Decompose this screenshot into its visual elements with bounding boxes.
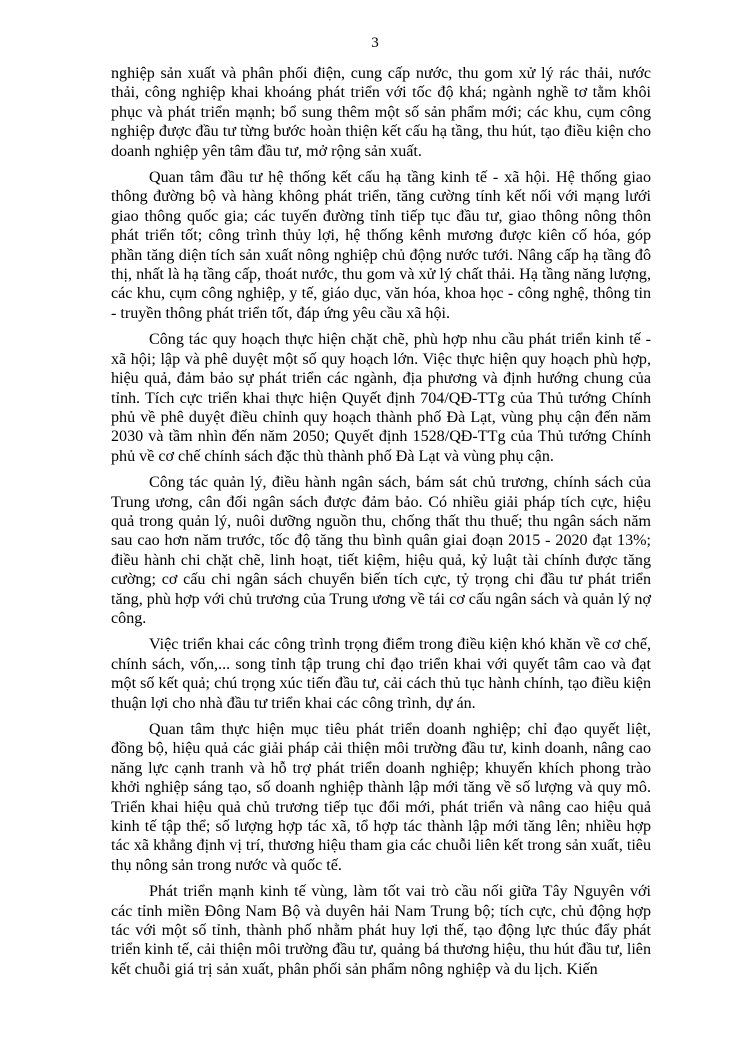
paragraph-regional-economy: Phát triển mạnh kinh tế vùng, làm tốt vai trò cầu nối giữa Tây Nguyên với các tỉnh miền Đông Nam Bộ và duyên hải Nam Trung bộ; tích cực, chủ động hợp tác với một số tỉnh, thành phố nhằm phát huy lợi thế, tạo động lực thúc đẩy phát triển kinh tế, cải thiện môi trường đầu tư, quảng bá thương hiệu, thu hút đầu tư, liên kết chuỗi giá trị sản xuất, phân phối sản phẩm nông nghiệp và du lịch. Kiến	[111, 883, 651, 978]
body-text	[111, 64, 651, 986]
paragraph-infrastructure: Quan tâm đầu tư hệ thống kết cấu hạ tầng kinh tế - xã hội. Hệ thống giao thông đường bộ và hàng không phát triển, tăng cường tính kết nối với mạng lưới giao thông quốc gia; các tuyến đường tỉnh tiếp tục đầu tư, giao thông nông thôn phát triển tốt; công trình thủy lợi, hệ thống kênh mương được kiên cố hóa, góp phần tăng diện tích sản xuất nông nghiệp chủ động nước tưới. Nâng cấp hạ tầng đô thị, nhất là hạ tầng cấp, thoát nước, thu gom và xử lý chất thải. Hạ tầng năng lượng, các khu, cụm công nghiệp, y tế, giáo dục, văn hóa, khoa học - công nghệ, thông tin - truyền thông phát triển tốt, đáp ứng yêu cầu xã hội.	[111, 169, 651, 322]
paragraph-continued: nghiệp sản xuất và phân phối điện, cung cấp nước, thu gom xử lý rác thải, nước thải, công nghiệp khai khoáng phát triển với tốc độ khá; ngành nghề tơ tằm khôi phục và phát triển mạnh; bổ sung thêm một số sản phẩm mới; các khu, cụm công nghiệp được đầu tư từng bước hoàn thiện kết cấu hạ tầng, thu hút, tạo điều kiện cho doanh nghiệp yên tâm đầu tư, mở rộng sản xuất.	[111, 65, 651, 160]
page-number: 3	[371, 35, 379, 51]
paragraph-planning: Công tác quy hoạch thực hiện chặt chẽ, phù hợp nhu cầu phát triển kinh tế - xã hội; lập và phê duyệt một số quy hoạch lớn. Việc thực hiện quy hoạch phù hợp, hiệu quả, đảm bảo sự phát triển các ngành, địa phương và định hướng chung của tỉnh. Tích cực triển khai thực hiện Quyết định 704/QĐ-TTg của Thủ tướng Chính phủ về phê duyệt điều chỉnh quy hoạch thành phố Đà Lạt, vùng phụ cận đến năm 2030 và tầm nhìn đến năm 2050; Quyết định 1528/QĐ-TTg của Thủ tướng Chính phủ về cơ chế chính sách đặc thù thành phố Đà Lạt và vùng phụ cận.	[111, 331, 651, 465]
paragraph-key-projects: Việc triển khai các công trình trọng điểm trong điều kiện khó khăn về cơ chế, chính sách, vốn,... song tỉnh tập trung chỉ đạo triển khai với quyết tâm cao và đạt một số kết quả; chú trọng xúc tiến đầu tư, cải cách thủ tục hành chính, tạo điều kiện thuận lợi cho nhà đầu tư triển khai các công trình, dự án.	[111, 636, 651, 712]
paragraph-budget: Công tác quản lý, điều hành ngân sách, bám sát chủ trương, chính sách của Trung ương, cân đối ngân sách được đảm bảo. Có nhiều giải pháp tích cực, hiệu quả trong quản lý, nuôi dưỡng nguồn thu, chống thất thu thuế; thu ngân sách năm sau cao hơn năm trước, tốc độ tăng thu bình quân giai đoạn 2015 - 2020 đạt 13%; điều hành chi chặt chẽ, linh hoạt, tiết kiệm, hiệu quả, kỷ luật tài chính được tăng cường; cơ cấu chi ngân sách chuyển biến tích cực, tỷ trọng chi đầu tư phát triển tăng, phù hợp với chủ trương của Trung ương về tái cơ cấu ngân sách và quản lý nợ công.	[111, 474, 651, 627]
paragraph-enterprise: Quan tâm thực hiện mục tiêu phát triển doanh nghiệp; chỉ đạo quyết liệt, đồng bộ, hiệu quả các giải pháp cải thiện môi trường đầu tư, kinh doanh, nâng cao năng lực cạnh tranh và hỗ trợ phát triển doanh nghiệp; khuyến khích phong trào khởi nghiệp sáng tạo, số doanh nghiệp thành lập mới tăng về số lượng và quy mô. Triển khai hiệu quả chủ trương tiếp tục đổi mới, phát triển và nâng cao hiệu quả kinh tế tập thể; số lượng hợp tác xã, tổ hợp tác thành lập mới tăng lên; nhiều hợp tác xã khẳng định vị trí, thương hiệu tham gia các chuỗi liên kết trong sản xuất, tiêu thụ nông sản trong nước và quốc tế.	[111, 721, 651, 874]
